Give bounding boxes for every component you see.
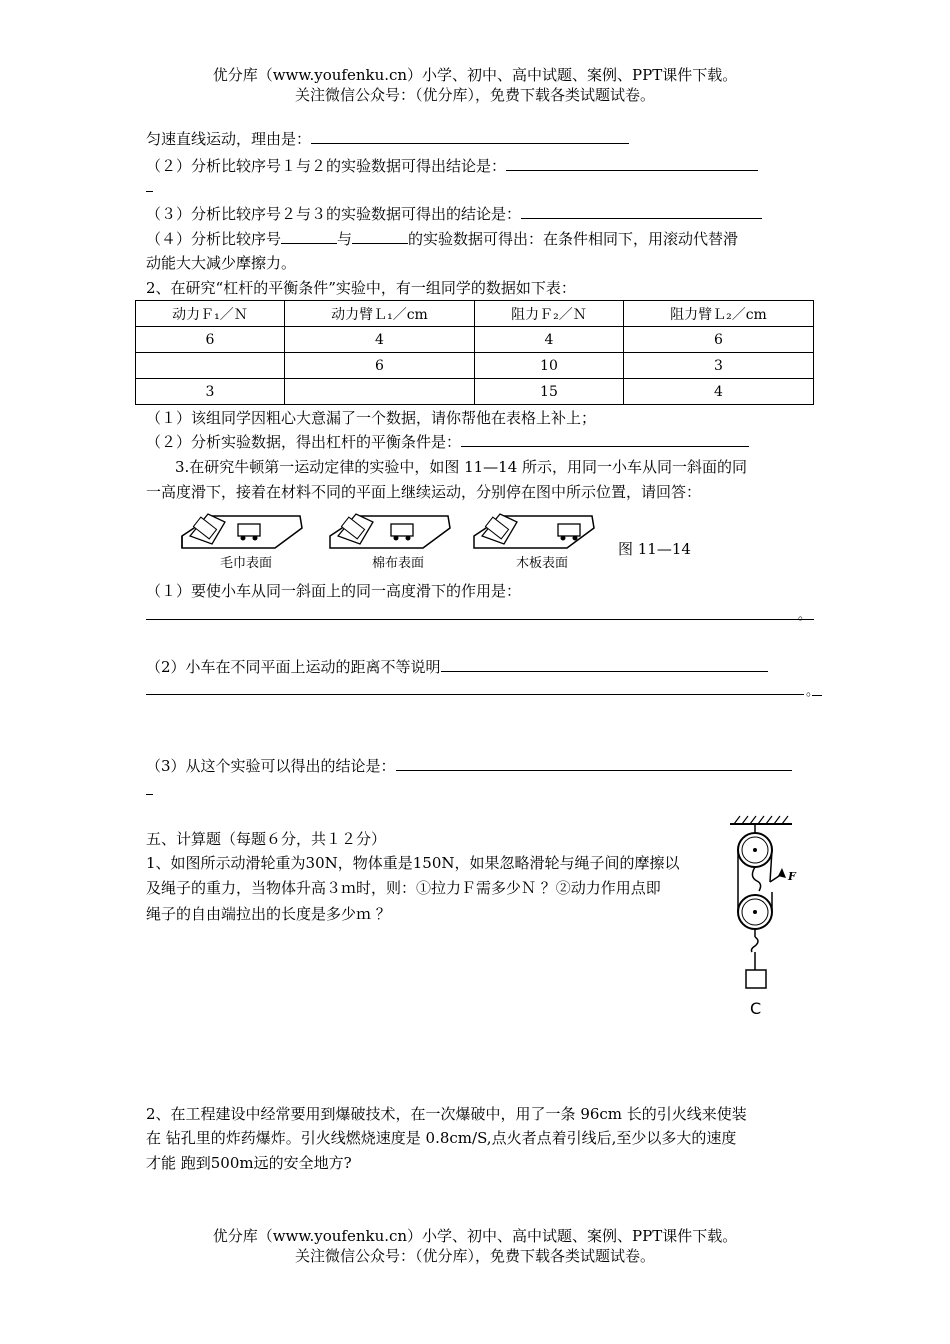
table-cell: 6 (284, 353, 474, 379)
q3-sub1-period: 。 (798, 608, 812, 623)
ramp-wood (474, 514, 594, 571)
q1-line-4 (146, 228, 738, 249)
problem2-line-3: 才能 跑到500m远的安全地方? (146, 1154, 352, 1172)
q3-line-2: 一高度滑下，接着在材料不同的平面上继续运动，分别停在图中所示位置，请回答： (146, 483, 702, 501)
pulley-figure (722, 812, 814, 1024)
q1-part4-blank-1[interactable] (281, 229, 337, 244)
q1-line-3 (146, 203, 762, 224)
q3-sub3-blank-cont (146, 794, 153, 795)
footer-line-2: 关注微信公众号：（优分库），免费下载各类试题试卷。 (294, 1247, 655, 1265)
ramp-label-cotton: 棉布表面 (372, 556, 425, 571)
table-header-cell: 阻力臂Ｌ₂／cm (623, 301, 813, 327)
q3-sub2-label: （2）小车在不同平面上运动的距离不等说明 (146, 658, 441, 676)
q1-line-5: 动能大大减少摩擦力。 (146, 254, 297, 272)
q1-reason-label: 匀速直线运动，理由是： (146, 130, 312, 148)
q1-part3-label: （３）分析比较序号２与３的实验数据可得出的结论是： (146, 205, 522, 223)
table-header-cell: 动力Ｆ₁／Ｎ (136, 301, 285, 327)
table-row (136, 327, 814, 353)
ramp-label-towel: 毛巾表面 (220, 556, 273, 571)
q1-part4-label-a: （４）分析比较序号 (146, 230, 282, 248)
q1-part2-blank-cont (146, 191, 153, 192)
ramp-figure (180, 508, 620, 574)
q3-sub2-blank-cont[interactable] (146, 694, 804, 695)
table-header-cell: 动力臂Ｌ₁／cm (284, 301, 474, 327)
q1-line-0 (146, 128, 629, 149)
lever-data-table (135, 300, 814, 405)
table-header-row (136, 301, 814, 327)
q1-reason-blank[interactable] (311, 129, 629, 144)
table-cell: 4 (623, 379, 813, 405)
q1-part2-label: （２）分析比较序号１与２的实验数据可得出结论是： (146, 157, 507, 175)
object-label: C (750, 999, 762, 1018)
table-cell: 15 (474, 379, 623, 405)
q2-sub1: （１）该组同学因粗心大意漏了一个数据，请你帮他在表格上补上； (146, 409, 597, 427)
q3-line-sub3 (146, 755, 792, 776)
q3-sub3-blank[interactable] (396, 756, 792, 771)
q1-line-2 (146, 155, 758, 176)
ramp-towel (182, 514, 302, 571)
table-cell: 10 (474, 353, 623, 379)
table-row (136, 353, 814, 379)
q1-part4-label-b: 与 (337, 230, 353, 248)
table-cell: 6 (136, 327, 285, 353)
table-cell: 3 (136, 379, 285, 405)
q3-sub2-period: 。 (806, 684, 820, 699)
table-cell: 4 (284, 327, 474, 353)
movable-pulley (738, 895, 772, 929)
q2-sub2-blank[interactable] (461, 432, 749, 447)
problem1-line-3: 绳子的自由端拉出的长度是多少ｍ ？ (146, 905, 391, 923)
ramp-label-wood: 木板表面 (516, 556, 569, 571)
q3-line-sub2 (146, 656, 768, 677)
table-cell: 3 (623, 353, 813, 379)
table-header-cell: 阻力Ｆ₂／Ｎ (474, 301, 623, 327)
problem1-line-2: 及绳子的重力，当物体升高３ｍ时，则：①拉力Ｆ需多少Ｎ ？②动力作用点即 (146, 879, 661, 897)
q3-sub3-label: （3）从这个实验可以得出的结论是： (146, 757, 396, 775)
q3-sub2-blank[interactable] (441, 657, 768, 672)
fixed-pulley (738, 833, 772, 867)
ramp-cotton (330, 514, 450, 571)
figure-caption: 图 11—14 (618, 540, 691, 558)
weight-block (746, 970, 766, 988)
q3-sub1: （１）要使小车从同一斜面上的同一高度滑下的作用是： (146, 582, 522, 600)
table-cell-missing[interactable] (284, 379, 474, 405)
problem1-line-1: 1、如图所示动滑轮重为30N，物体重是150N，如果忽略滑轮与绳子间的摩擦以 (146, 854, 680, 872)
q3-sub2-blank-tail (812, 695, 822, 696)
q3-line-1: 3.在研究牛顿第一运动定律的实验中，如图 11—14 所示，用同一小车从同一斜面的同 (175, 458, 748, 476)
q1-part4-label-c: 的实验数据可得出：在条件相同下，用滚动代替滑 (408, 230, 739, 248)
header-line-2: 关注微信公众号：（优分库），免费下载各类试题试卷。 (294, 86, 655, 104)
section5-title: 五、计算题（每题６分，共１２分） (146, 830, 387, 848)
force-label: F (788, 870, 796, 883)
footer-line-1: 优分库（www.youfenku.cn）小学、初中、高中试题、案例、PPT课件下载。 (212, 1227, 738, 1245)
q2-intro: 2、在研究“杠杆的平衡条件”实验中，有一组同学的数据如下表： (146, 279, 576, 297)
q3-sub1-blank[interactable] (146, 619, 814, 620)
table-cell: 6 (623, 327, 813, 353)
header-line-1: 优分库（www.youfenku.cn）小学、初中、高中试题、案例、PPT课件下载。 (212, 66, 738, 84)
q1-part3-blank[interactable] (521, 204, 762, 219)
table-row (136, 379, 814, 405)
q2-sub2-label: （２）分析实验数据，得出杠杆的平衡条件是： (146, 433, 462, 451)
table-cell: 4 (474, 327, 623, 353)
problem2-line-1: 2、在工程建设中经常要用到爆破技术，在一次爆破中，用了一条 96cm 长的引火线来使装 (146, 1105, 747, 1123)
q2-line-sub2 (146, 431, 749, 452)
problem2-line-2: 在 钻孔里的炸药爆炸。引火线燃烧速度是 0.8cm/S,点火者点着引线后,至少以多大的速度 (146, 1129, 737, 1147)
q1-part4-blank-2[interactable] (352, 229, 408, 244)
table-cell-missing[interactable] (136, 353, 285, 379)
q1-part2-blank[interactable] (506, 156, 758, 171)
